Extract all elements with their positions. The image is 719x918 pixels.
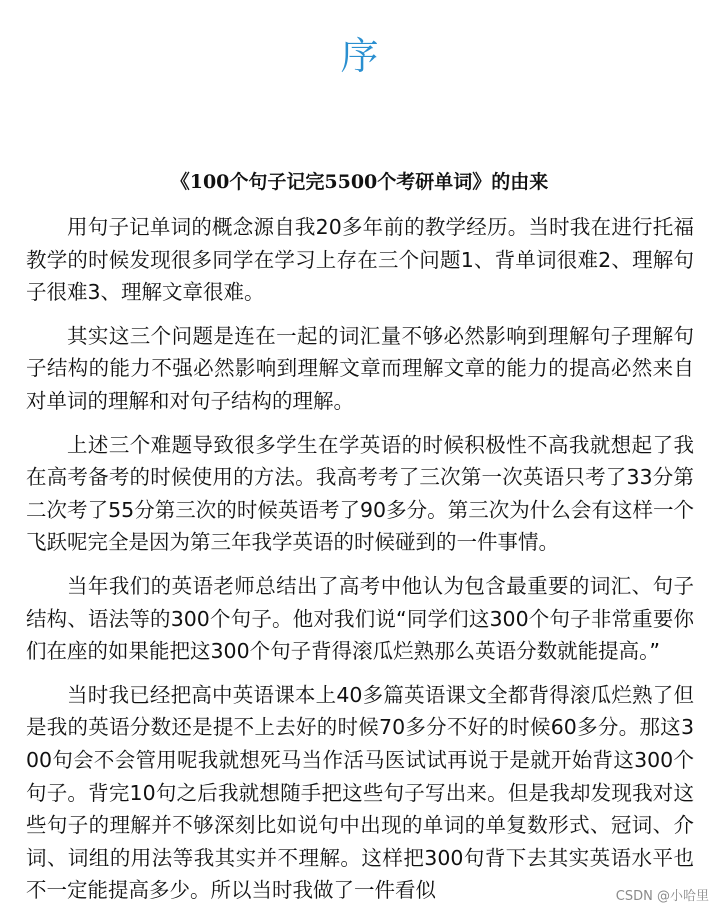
paragraph-2: 其实这三个问题是连在一起的词汇量不够必然影响到理解句子理解句子结构的能力不强必然影响到理解文章而理解文章的能力的提高必然来自对单词的理解和对句子结构的理解。 <box>26 323 694 413</box>
paragraph-5: 当时我已经把高中英语课本上40多篇英语课文全都背得滚瓜烂熟了但是我的英语分数还是提不上去好的时候70多分不好的时候60多分。那这300句会不会管用呢我就想死马当作活马医试试再说于是就开始背这300个句子。背完10句之后我就想随手把这些句子写出来。但是我却发现我对这些句子的理解并不够深刻比如说句中出现的单词的单复数形式、冠词、介词、词组的用法等我其实并不理解。这样把300句背下去其实英语水平也不一定能提高多少。所以当时我做了一件看似 <box>26 682 694 903</box>
page-title: 序 <box>340 34 379 78</box>
paragraph-1: 用句子记单词的概念源自我20多年前的教学经历。当时我在进行托福教学的时候发现很多同学在学习上存在三个问题1、背单词很难2、理解句子很难3、理解文章很难。 <box>26 215 694 305</box>
watermark: CSDN @小哈里 <box>615 889 709 904</box>
section-subtitle: 《100个句子记完5500个考研单词》的由来 <box>170 171 549 193</box>
body-text <box>26 211 694 918</box>
paragraph-3: 上述三个难题导致很多学生在学英语的时候积极性不高我就想起了我在高考备考的时候使用的方法。我高考考了三次第一次英语只考了33分第二次考了55分第三次的时候英语考了90多分。第三次为什么会有这样一个飞跃呢完全是因为第三年我学英语的时候碰到的一件事情。 <box>26 432 694 555</box>
paragraph-4: 当年我们的英语老师总结出了高考中他认为包含最重要的词汇、句子结构、语法等的300个句子。他对我们说“同学们这300个句子非常重要你们在座的如果能把这300个句子背得滚瓜烂熟那么英语分数就能提高。” <box>26 573 694 664</box>
